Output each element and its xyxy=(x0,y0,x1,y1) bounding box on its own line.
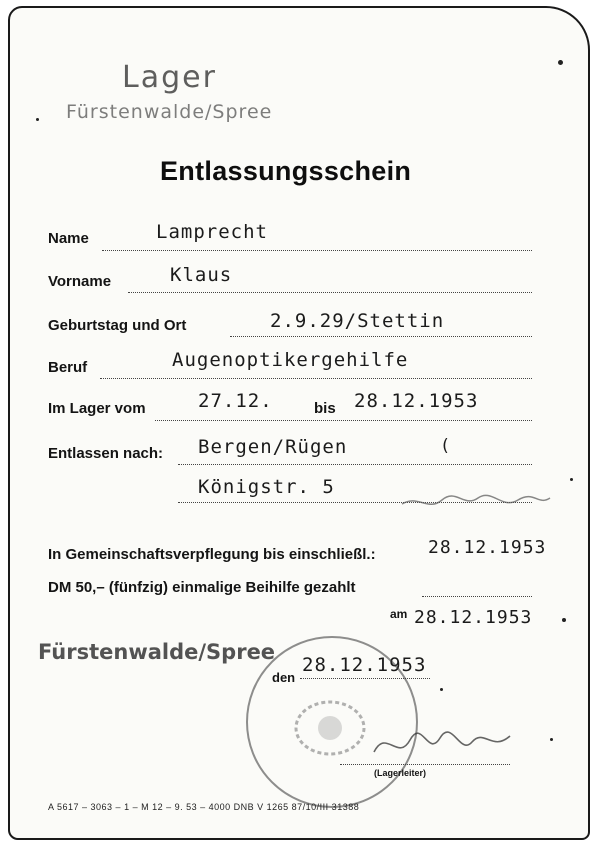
dotline-signature xyxy=(340,764,510,765)
document-sheet xyxy=(8,6,590,840)
dotline-beihilfe xyxy=(422,596,532,597)
value-vorname: Klaus xyxy=(170,264,233,286)
label-geburt: Geburtstag und Ort xyxy=(48,317,187,334)
dotline-name xyxy=(102,250,532,251)
value-beruf: Augenoptikergehilfe xyxy=(172,349,409,371)
value-entlassen-1: Bergen/Rügen xyxy=(198,436,348,458)
value-entlassen-2: Königstr. 5 xyxy=(198,476,335,498)
label-entlassen: Entlassen nach: xyxy=(48,445,164,462)
value-lager-from: 27.12. xyxy=(198,390,273,412)
dotline-entlassen-1 xyxy=(178,464,532,465)
speck xyxy=(558,60,563,65)
stamp-emblem xyxy=(280,688,380,768)
label-verpflegung: In Gemeinschaftsverpflegung bis einschließl.: xyxy=(48,546,376,563)
label-lager: Im Lager vom xyxy=(48,400,146,417)
label-vorname: Vorname xyxy=(48,273,112,290)
form-number-footer: A 5617 – 3063 – 1 – M 12 – 9. 53 – 4000 DNB V 1265 87/10/III 31388 xyxy=(48,802,360,812)
handwritten-note xyxy=(398,486,558,516)
speck xyxy=(550,738,553,741)
value-name: Lamprecht xyxy=(156,221,268,243)
value-geburt: 2.9.29/Stettin xyxy=(270,310,445,332)
document-title: Entlassungsschein xyxy=(160,156,412,186)
dotline-beruf xyxy=(100,378,532,379)
speck xyxy=(440,688,443,691)
speck xyxy=(562,618,566,622)
caption-lagerleiter: (Lagerleiter) xyxy=(374,768,427,778)
label-den: den xyxy=(272,670,296,685)
speck xyxy=(570,478,573,481)
entlassen-mark: ( xyxy=(440,436,452,456)
label-bis: bis xyxy=(314,400,336,417)
dotline-lager xyxy=(155,420,532,421)
label-beihilfe: DM 50,– (fünfzig) einmalige Beihilfe gezahlt xyxy=(48,579,356,596)
value-lager-to: 28.12.1953 xyxy=(354,390,479,412)
signature-mark xyxy=(368,722,518,766)
speck xyxy=(36,118,39,121)
dotline-geburt xyxy=(230,336,532,337)
stamp-place-top: Fürstenwalde/Spree xyxy=(66,101,273,123)
label-name: Name xyxy=(48,230,89,247)
stamp-place: Fürstenwalde/Spree xyxy=(38,640,276,664)
value-am: 28.12.1953 xyxy=(414,607,533,628)
dotline-vorname xyxy=(128,292,532,293)
value-date: 28.12.1953 xyxy=(302,654,427,676)
label-am: am xyxy=(390,607,408,621)
label-beruf: Beruf xyxy=(48,359,88,376)
value-verpflegung: 28.12.1953 xyxy=(428,537,547,558)
stamp-lager: Lager xyxy=(122,60,217,95)
